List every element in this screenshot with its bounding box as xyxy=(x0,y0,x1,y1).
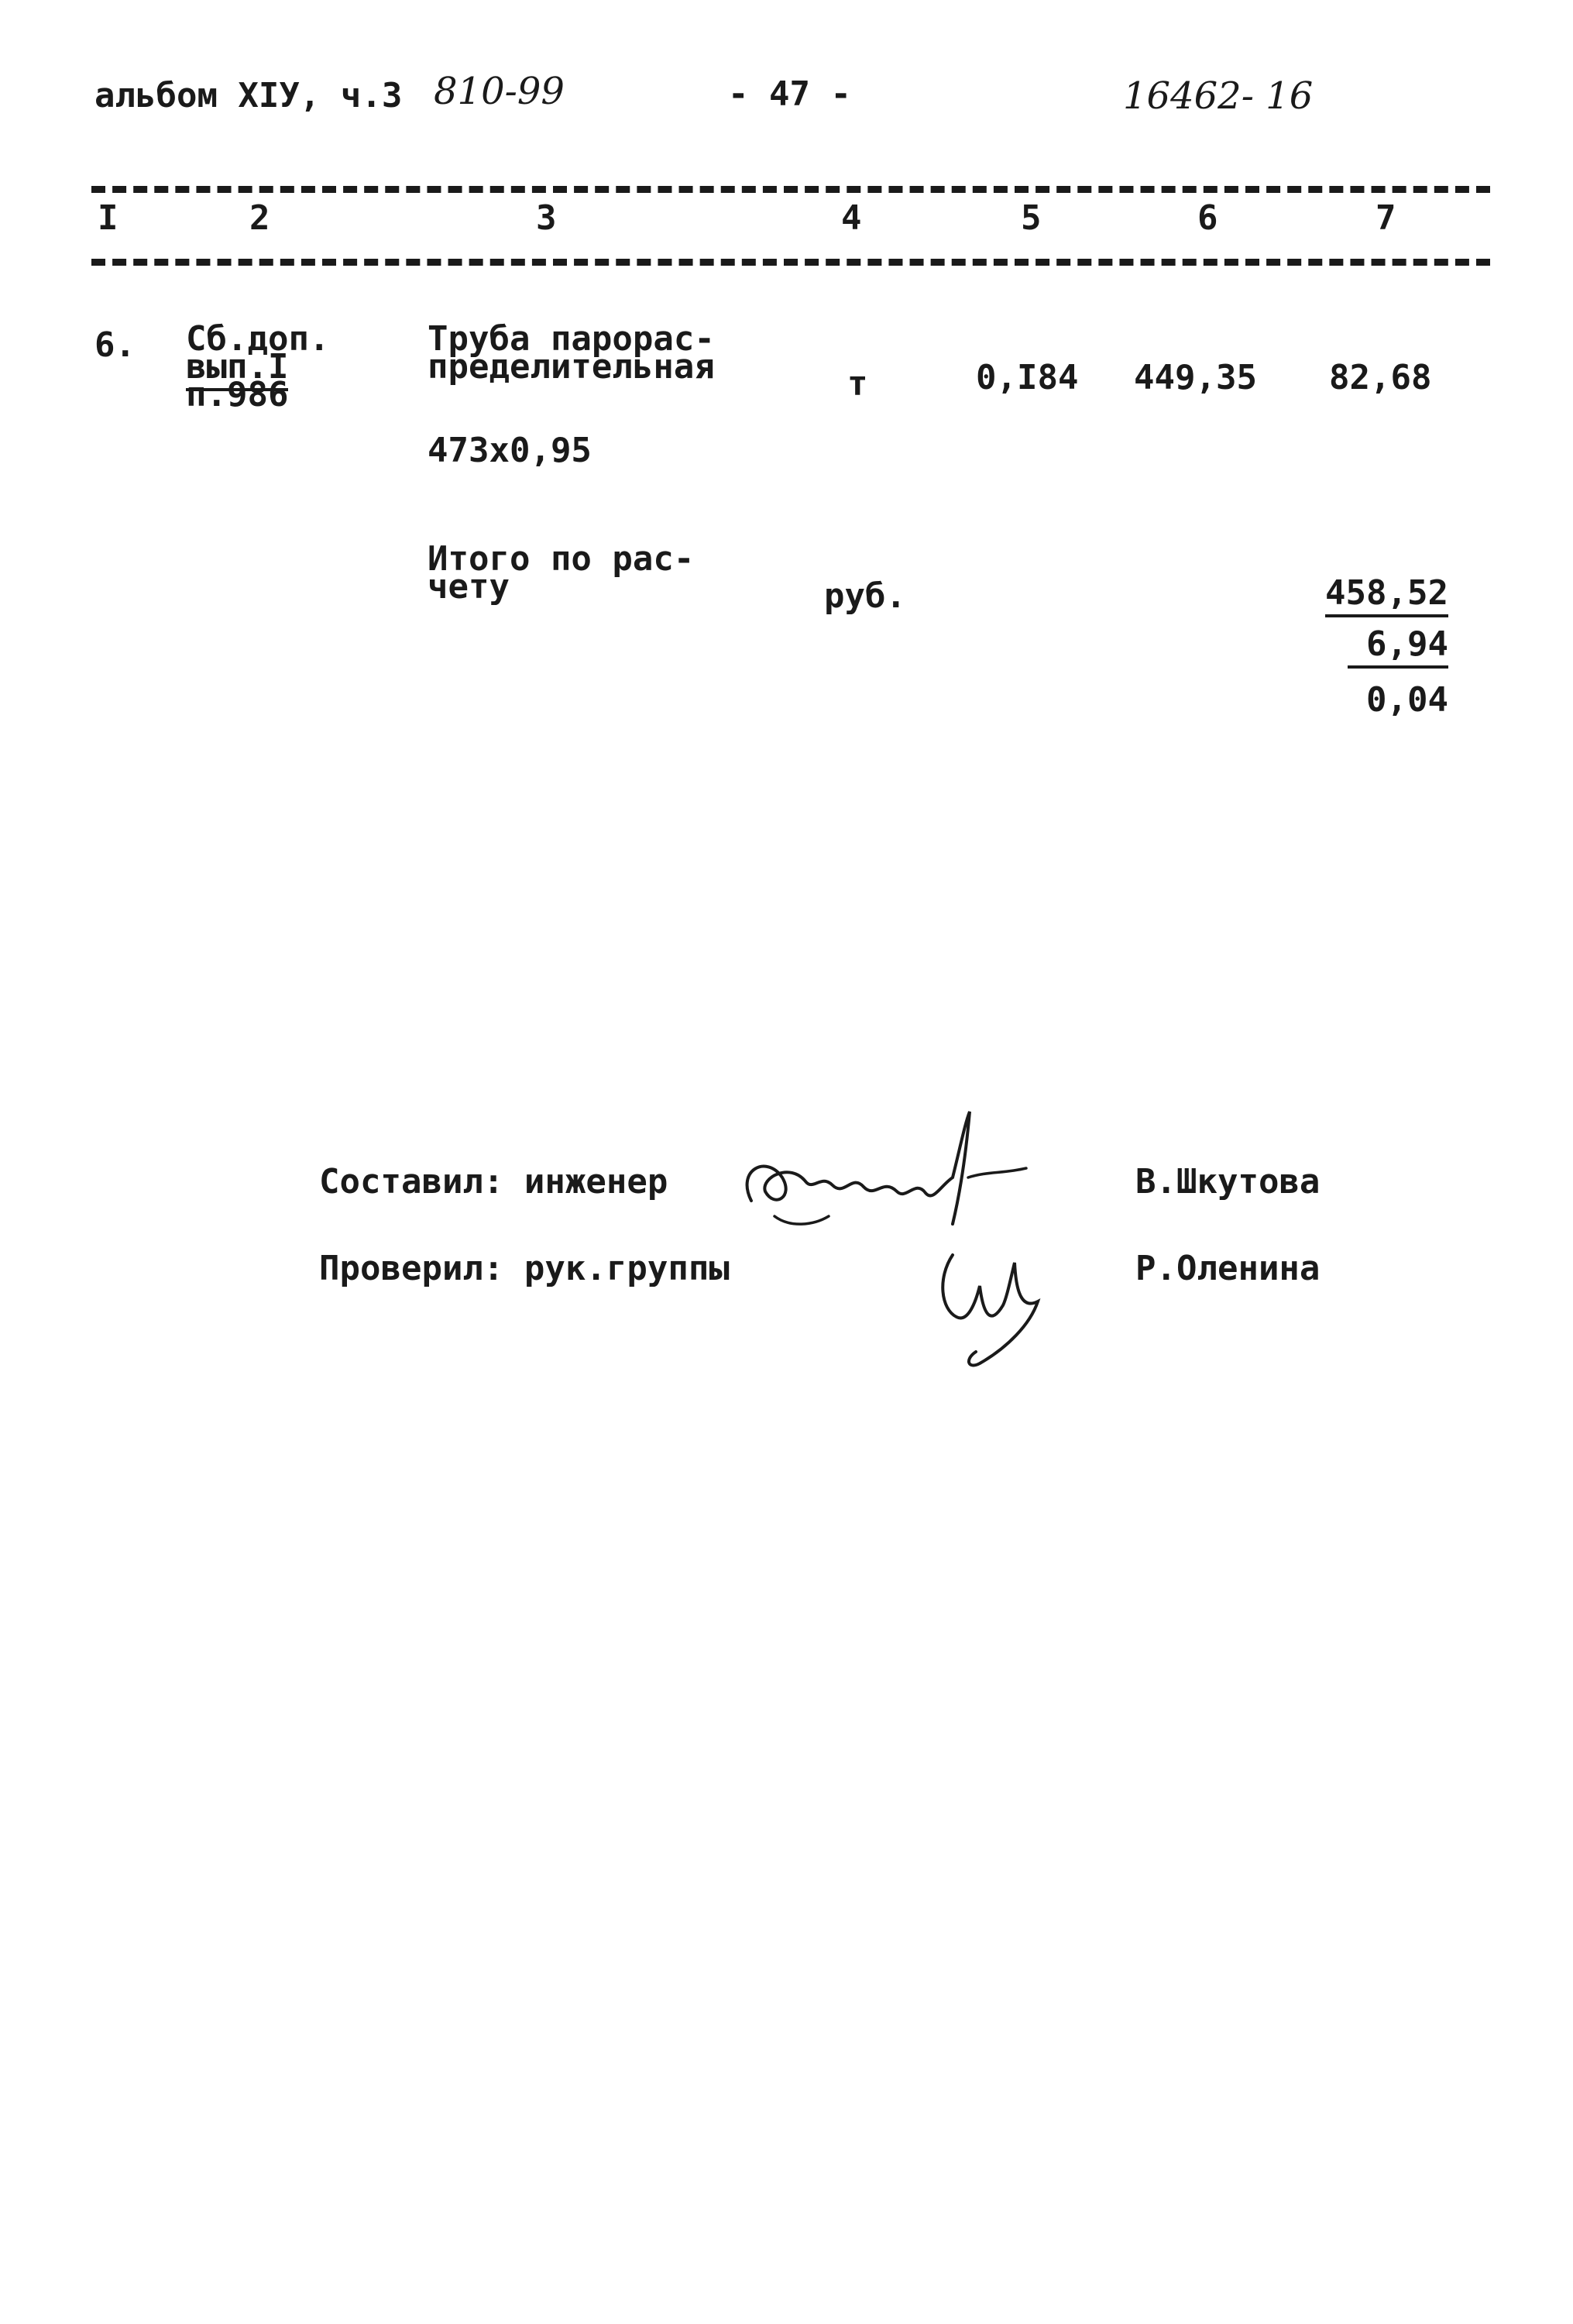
row-price: 449,35 xyxy=(1134,358,1257,397)
table-header-top-rule xyxy=(91,186,1490,193)
column-header-4: 4 xyxy=(841,198,862,238)
row-name xyxy=(428,319,715,387)
row-size: 473х0,95 xyxy=(428,431,592,470)
column-header-7: 7 xyxy=(1376,198,1396,238)
column-header-2: 2 xyxy=(249,198,270,238)
column-header-5: 5 xyxy=(1021,198,1042,238)
checked-by-name: Р.Оленина xyxy=(1135,1249,1321,1288)
summary-remainder-value: 0,04 xyxy=(1366,680,1448,720)
table-header-bottom-rule xyxy=(91,259,1490,266)
row-total: 82,68 xyxy=(1329,358,1432,397)
document-number-handwritten: 16462- 16 xyxy=(1123,74,1314,118)
summary-total xyxy=(1301,573,1448,613)
page-number: - 47 - xyxy=(728,74,851,114)
row-quantity: 0,I84 xyxy=(976,358,1079,397)
column-header-6: 6 xyxy=(1197,198,1218,238)
summary-label xyxy=(428,539,695,607)
column-header-1: I xyxy=(98,198,118,238)
compiled-by-name: В.Шкутова xyxy=(1135,1162,1321,1202)
checked-by-label: Проверил: рук.группы xyxy=(319,1249,730,1288)
compiled-by-label: Составил: инженер xyxy=(319,1162,668,1202)
row-number: 6. xyxy=(94,325,136,365)
summary-label-line-1: Итого по рас- xyxy=(428,539,695,579)
row-source-line-3: п.986 xyxy=(186,375,289,414)
summary-remainder xyxy=(1301,680,1448,720)
row-source-line-1: Сб.доп. xyxy=(186,319,330,359)
header-album xyxy=(94,76,402,115)
summary-deduction-value: 6,94 xyxy=(1348,624,1448,669)
column-header-3: 3 xyxy=(536,198,557,238)
checked-signature-icon xyxy=(906,1232,1077,1387)
summary-label-line-2: чету xyxy=(428,567,510,607)
row-unit: т xyxy=(847,364,868,404)
row-source xyxy=(186,319,330,414)
header-album-handwritten: 810-99 xyxy=(434,70,565,113)
row-name-line-2: пределительная xyxy=(428,347,715,387)
summary-deduction xyxy=(1301,624,1448,664)
row-name-line-1: Труба парорас- xyxy=(428,319,715,359)
header-album-text: альбом XIУ, ч.3 xyxy=(94,76,403,115)
summary-unit: руб. xyxy=(824,576,906,616)
summary-total-value: 458,52 xyxy=(1325,573,1448,617)
row-source-line-2-text: вып.I xyxy=(186,347,288,391)
